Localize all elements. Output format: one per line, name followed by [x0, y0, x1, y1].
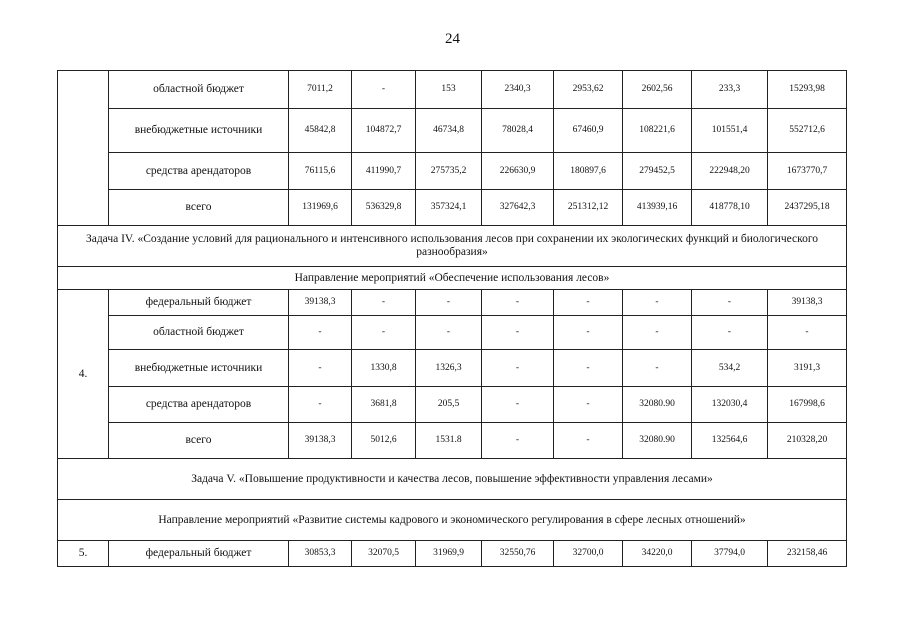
- value-cell: 226630,9: [482, 153, 554, 190]
- table-row: [58, 190, 847, 226]
- value-cell: 104872,7: [352, 109, 416, 153]
- value-cell: -: [623, 290, 692, 316]
- value-cell: 2437295,18: [768, 190, 847, 226]
- value-cell: 167998,6: [768, 387, 847, 423]
- value-cell: 1673770,7: [768, 153, 847, 190]
- value-cell: -: [352, 290, 416, 316]
- row-index: 5.: [58, 541, 109, 567]
- value-cell: 34220,0: [623, 541, 692, 567]
- value-cell: -: [289, 387, 352, 423]
- value-cell: 534,2: [692, 350, 768, 387]
- value-cell: -: [554, 316, 623, 350]
- value-cell: 153: [416, 71, 482, 109]
- value-cell: 45842,8: [289, 109, 352, 153]
- funding-table: [57, 70, 847, 567]
- value-cell: -: [554, 290, 623, 316]
- value-cell: -: [692, 290, 768, 316]
- table-row: [58, 459, 847, 500]
- value-cell: 67460,9: [554, 109, 623, 153]
- value-cell: 37794,0: [692, 541, 768, 567]
- row-index: [58, 71, 109, 226]
- direction-title: Направление мероприятий «Обеспечение использования лесов»: [58, 267, 847, 290]
- value-cell: 275735,2: [416, 153, 482, 190]
- value-cell: -: [554, 423, 623, 459]
- value-cell: 2340,3: [482, 71, 554, 109]
- value-cell: -: [692, 316, 768, 350]
- value-cell: -: [482, 423, 554, 459]
- value-cell: 411990,7: [352, 153, 416, 190]
- value-cell: -: [482, 387, 554, 423]
- value-cell: 1330,8: [352, 350, 416, 387]
- row-label: областной бюджет: [109, 316, 289, 350]
- value-cell: -: [416, 316, 482, 350]
- row-label: средства арендаторов: [109, 153, 289, 190]
- value-cell: 418778,10: [692, 190, 768, 226]
- value-cell: -: [482, 316, 554, 350]
- value-cell: 32080.90: [623, 423, 692, 459]
- value-cell: 32080.90: [623, 387, 692, 423]
- value-cell: 32700,0: [554, 541, 623, 567]
- table-row: [58, 153, 847, 190]
- value-cell: 552712,6: [768, 109, 847, 153]
- task-title: Задача V. «Повышение продуктивности и качества лесов, повышение эффективности управления лесами»: [58, 459, 847, 500]
- value-cell: 30853,3: [289, 541, 352, 567]
- value-cell: -: [289, 350, 352, 387]
- row-label: всего: [109, 190, 289, 226]
- value-cell: 7011,2: [289, 71, 352, 109]
- value-cell: -: [289, 316, 352, 350]
- value-cell: 3681,8: [352, 387, 416, 423]
- value-cell: 132564,6: [692, 423, 768, 459]
- value-cell: 132030,4: [692, 387, 768, 423]
- value-cell: 39138,3: [289, 290, 352, 316]
- value-cell: 536329,8: [352, 190, 416, 226]
- table-row: [58, 71, 847, 109]
- table-row: [58, 316, 847, 350]
- table-row: [58, 109, 847, 153]
- row-label: всего: [109, 423, 289, 459]
- value-cell: 2953,62: [554, 71, 623, 109]
- value-cell: 2602,56: [623, 71, 692, 109]
- row-label: областной бюджет: [109, 71, 289, 109]
- value-cell: 32070,5: [352, 541, 416, 567]
- table-row: [58, 423, 847, 459]
- value-cell: 180897,6: [554, 153, 623, 190]
- value-cell: -: [416, 290, 482, 316]
- row-label: внебюджетные источники: [109, 350, 289, 387]
- value-cell: 251312,12: [554, 190, 623, 226]
- value-cell: 210328,20: [768, 423, 847, 459]
- value-cell: 1531.8: [416, 423, 482, 459]
- value-cell: 78028,4: [482, 109, 554, 153]
- value-cell: 279452,5: [623, 153, 692, 190]
- table-row: [58, 387, 847, 423]
- value-cell: -: [623, 350, 692, 387]
- value-cell: 131969,6: [289, 190, 352, 226]
- value-cell: 357324,1: [416, 190, 482, 226]
- row-label: федеральный бюджет: [109, 290, 289, 316]
- direction-title: Направление мероприятий «Развитие системы кадрового и экономического регулирования в сфере лесных отношений»: [58, 500, 847, 541]
- value-cell: 232158,46: [768, 541, 847, 567]
- value-cell: 101551,4: [692, 109, 768, 153]
- row-label: внебюджетные источники: [109, 109, 289, 153]
- value-cell: 205,5: [416, 387, 482, 423]
- table-row: [58, 541, 847, 567]
- value-cell: 413939,16: [623, 190, 692, 226]
- value-cell: -: [482, 350, 554, 387]
- value-cell: -: [352, 71, 416, 109]
- value-cell: -: [554, 387, 623, 423]
- row-label: средства арендаторов: [109, 387, 289, 423]
- value-cell: 108221,6: [623, 109, 692, 153]
- value-cell: 3191,3: [768, 350, 847, 387]
- row-label: федеральный бюджет: [109, 541, 289, 567]
- value-cell: -: [482, 290, 554, 316]
- value-cell: 222948,20: [692, 153, 768, 190]
- row-index: 4.: [58, 290, 109, 459]
- table-row: [58, 350, 847, 387]
- value-cell: 39138,3: [768, 290, 847, 316]
- value-cell: -: [352, 316, 416, 350]
- value-cell: -: [554, 350, 623, 387]
- task-title: Задача IV. «Создание условий для рационального и интенсивного использования лесов при сохранении их экологических функций и биологического разнообразия»: [58, 226, 847, 267]
- value-cell: 39138,3: [289, 423, 352, 459]
- table-row: [58, 267, 847, 290]
- value-cell: 233,3: [692, 71, 768, 109]
- value-cell: 327642,3: [482, 190, 554, 226]
- table-row: [58, 500, 847, 541]
- value-cell: 5012,6: [352, 423, 416, 459]
- value-cell: 46734,8: [416, 109, 482, 153]
- page-number: 24: [445, 31, 460, 47]
- value-cell: -: [768, 316, 847, 350]
- table-row: [58, 290, 847, 316]
- value-cell: 76115,6: [289, 153, 352, 190]
- value-cell: 1326,3: [416, 350, 482, 387]
- value-cell: 32550,76: [482, 541, 554, 567]
- value-cell: 15293,98: [768, 71, 847, 109]
- value-cell: 31969,9: [416, 541, 482, 567]
- table-row: [58, 226, 847, 267]
- value-cell: -: [623, 316, 692, 350]
